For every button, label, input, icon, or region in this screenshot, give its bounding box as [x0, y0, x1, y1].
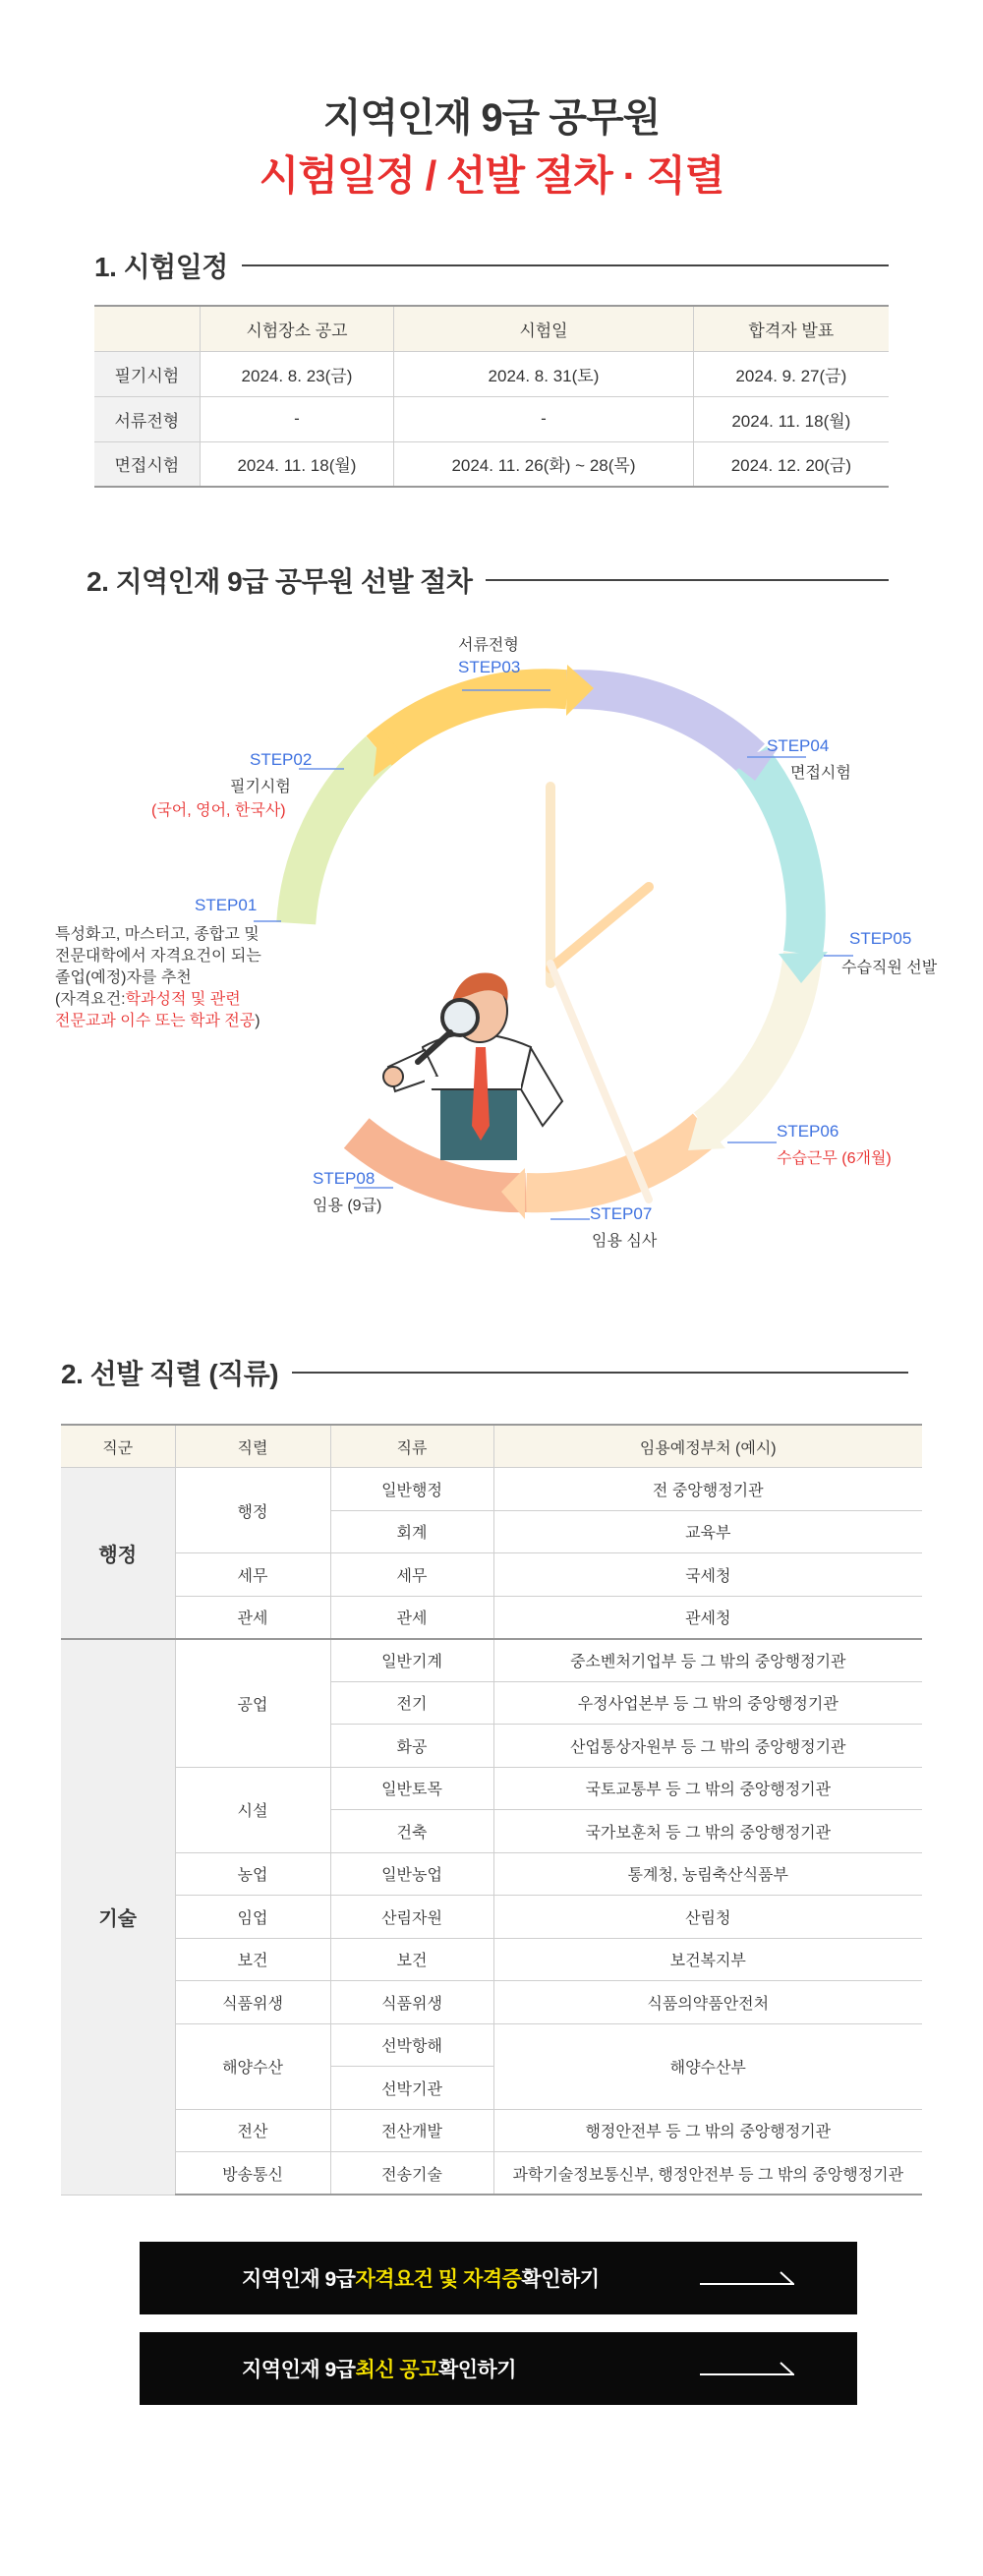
- businessman-illustration: [383, 973, 562, 1160]
- table-cell: 2024. 12. 20(금): [693, 441, 889, 487]
- ministry-cell: 우정사업본부 등 그 밖의 중앙행정기관: [493, 1681, 922, 1725]
- ministry-cell: 산림청: [493, 1896, 922, 1939]
- row-label: 필기시험: [94, 351, 200, 396]
- subseries-cell: 보건: [330, 1938, 493, 1981]
- header-cell: 직렬: [175, 1425, 330, 1468]
- header-cell: 직군: [61, 1425, 175, 1468]
- ministry-cell: 보건복지부: [493, 1938, 922, 1981]
- table-row: [61, 1852, 922, 1896]
- step01-label: STEP01: [195, 896, 258, 914]
- page-title: 지역인재 9급 공무원: [322, 96, 661, 140]
- step07-label: STEP07: [590, 1204, 653, 1223]
- table-header-row: [61, 1425, 922, 1468]
- subseries-cell: 관세: [330, 1596, 493, 1639]
- table-cell: 2024. 11. 18(월): [693, 396, 889, 441]
- series-cell: 세무: [175, 1553, 330, 1597]
- button-text-pre: 지역인재 9급: [242, 2268, 356, 2291]
- subseries-cell: 일반행정: [330, 1468, 493, 1511]
- step02-note: (국어, 영어, 한국사): [151, 802, 286, 819]
- heading-divider: [486, 579, 889, 581]
- ministry-cell: 국가보훈처 등 그 밖의 중앙행정기관: [493, 1810, 922, 1853]
- header-cell: 임용예정부처 (예시): [493, 1425, 922, 1468]
- subseries-cell: 세무: [330, 1553, 493, 1597]
- button-text-highlight: 자격요건 및 자격증: [355, 2268, 522, 2291]
- ministry-cell: 행정안전부 등 그 밖의 중앙행정기관: [493, 2109, 922, 2152]
- step01-requirement: [55, 989, 261, 1011]
- header-cell: 시험일: [394, 306, 693, 351]
- subseries-cell: 전송기술: [330, 2152, 493, 2195]
- latest-notice-button[interactable]: [140, 2332, 857, 2405]
- ministry-cell: 국토교통부 등 그 밖의 중앙행정기관: [493, 1767, 922, 1810]
- step05-label: STEP05: [849, 929, 912, 948]
- button-text-post: 확인하기: [521, 2268, 600, 2291]
- ministry-cell: 국세청: [493, 1553, 922, 1597]
- section-heading-text: 2. 선발 직렬 (직류): [61, 1359, 279, 1389]
- subseries-cell: 전기: [330, 1681, 493, 1725]
- step08-title: 임용 (9급): [313, 1198, 382, 1214]
- ministry-cell: 과학기술정보통신부, 행정안전부 등 그 밖의 중앙행정기관: [493, 2152, 922, 2195]
- req-prefix: (자격요건:: [55, 991, 126, 1008]
- ring-segment-step06: [706, 954, 803, 1128]
- table-cell: -: [200, 396, 394, 441]
- step01-line: 전문대학에서 자격요건이 되는: [55, 948, 261, 965]
- table-row: [61, 1981, 922, 2024]
- step01-line: 졸업(예정)자를 추천: [55, 969, 192, 986]
- section-heading-schedule: [94, 246, 889, 285]
- table-row: [61, 2152, 922, 2195]
- step01-description: [55, 924, 261, 1032]
- process-diagram: [0, 629, 983, 1278]
- ring-segment-step02: [296, 751, 378, 923]
- table-row: [61, 1468, 922, 1511]
- clock-hand-long: [550, 964, 649, 1200]
- section-heading-jobseries: [61, 1353, 908, 1392]
- table-cell: 2024. 8. 31(토): [394, 351, 693, 396]
- subseries-cell: 건축: [330, 1810, 493, 1853]
- table-row: [94, 441, 889, 487]
- header-cell: 시험장소 공고: [200, 306, 394, 351]
- jobseries-table: [61, 1424, 922, 2195]
- subseries-cell: 화공: [330, 1725, 493, 1768]
- section-heading-text: 1. 시험일정: [94, 252, 228, 282]
- arrow-right-icon: [700, 2362, 794, 2375]
- series-cell: 해양수산: [175, 2023, 330, 2109]
- table-row: [61, 2109, 922, 2152]
- table-row: [61, 2023, 922, 2067]
- series-cell: 시설: [175, 1767, 330, 1852]
- series-cell: 식품위생: [175, 1981, 330, 2024]
- heading-divider: [242, 264, 889, 266]
- series-cell: 임업: [175, 1896, 330, 1939]
- table-cell: 2024. 11. 26(화) ~ 28(목): [394, 441, 693, 487]
- ring-segment-step03: [379, 688, 568, 750]
- req-suffix: ): [255, 1013, 260, 1029]
- req-highlight: 학과성적 및 관련: [125, 991, 241, 1008]
- series-cell: 농업: [175, 1852, 330, 1896]
- step03-label: STEP03: [458, 658, 521, 676]
- table-cell: 2024. 8. 23(금): [200, 351, 394, 396]
- ring-segment-step07: [526, 1128, 706, 1193]
- subseries-cell: 전산개발: [330, 2109, 493, 2152]
- header-cell: 합격자 발표: [693, 306, 889, 351]
- series-cell: 공업: [175, 1639, 330, 1768]
- series-cell: 행정: [175, 1468, 330, 1553]
- subseries-cell: 식품위생: [330, 1981, 493, 2024]
- series-cell: 관세: [175, 1596, 330, 1639]
- ministry-cell: 해양수산부: [493, 2023, 922, 2109]
- table-row: [94, 396, 889, 441]
- step06-label: STEP06: [777, 1122, 839, 1141]
- schedule-table: [94, 305, 889, 488]
- req-highlight: 전문교과 이수 또는 학과 전공: [55, 1013, 256, 1029]
- step01-line: 특성화고, 마스터고, 종합고 및: [55, 926, 260, 943]
- ministry-cell: 교육부: [493, 1510, 922, 1553]
- table-row: [61, 1938, 922, 1981]
- ministry-cell: 식품의약품안전처: [493, 1981, 922, 2024]
- section-heading-process: [87, 560, 889, 600]
- series-cell: 방송통신: [175, 2152, 330, 2195]
- table-row: [61, 1639, 922, 1682]
- step04-label: STEP04: [767, 736, 830, 755]
- row-label: 면접시험: [94, 441, 200, 487]
- table-row: [61, 1596, 922, 1639]
- row-label: 서류전형: [94, 396, 200, 441]
- group-cell-tech: 기술: [61, 1639, 175, 2195]
- subseries-cell: 선박항해: [330, 2023, 493, 2067]
- step03-title: 서류전형: [458, 637, 519, 654]
- ministry-cell: 산업통상자원부 등 그 밖의 중앙행정기관: [493, 1725, 922, 1768]
- qualification-check-button[interactable]: [140, 2242, 857, 2314]
- subseries-cell: 회계: [330, 1510, 493, 1553]
- step05-title: 수습직원 선발: [841, 960, 938, 976]
- header-cell: [94, 306, 200, 351]
- ministry-cell: 전 중앙행정기관: [493, 1468, 922, 1511]
- subseries-cell: 일반기계: [330, 1639, 493, 1682]
- step02-label: STEP02: [250, 750, 313, 769]
- table-row: [94, 351, 889, 396]
- subseries-cell: 산림자원: [330, 1896, 493, 1939]
- ministry-cell: 관세청: [493, 1596, 922, 1639]
- button-text-post: 확인하기: [437, 2359, 517, 2381]
- ring-segment-step04: [567, 689, 751, 758]
- table-row: [61, 1553, 922, 1597]
- arrow-right-icon: [700, 2271, 794, 2285]
- table-row: [61, 1767, 922, 1810]
- table-header-row: [94, 306, 889, 351]
- button-text-pre: 지역인재 9급: [242, 2359, 356, 2381]
- table-cell: 2024. 11. 18(월): [200, 441, 394, 487]
- step01-requirement-2: [55, 1011, 261, 1032]
- subseries-cell: 일반토목: [330, 1767, 493, 1810]
- step08-label: STEP08: [313, 1169, 376, 1188]
- series-cell: 보건: [175, 1938, 330, 1981]
- button-text-highlight: 최신 공고: [355, 2359, 438, 2381]
- step07-title: 임용 심사: [592, 1233, 658, 1250]
- ministry-cell: 중소벤처기업부 등 그 밖의 중앙행정기관: [493, 1639, 922, 1682]
- series-cell: 전산: [175, 2109, 330, 2152]
- table-cell: -: [394, 396, 693, 441]
- subseries-cell: 일반농업: [330, 1852, 493, 1896]
- page-subtitle: 시험일정 / 선발 절차 · 직렬: [259, 152, 724, 199]
- step06-title: 수습근무 (6개월): [777, 1150, 892, 1167]
- heading-divider: [292, 1372, 908, 1374]
- step02-title: 필기시험: [230, 779, 291, 795]
- table-row: [61, 1896, 922, 1939]
- section-heading-text: 2. 지역인재 9급 공무원 선발 절차: [87, 566, 473, 597]
- clock-hand-minute: [550, 887, 649, 968]
- step04-title: 면접시험: [790, 765, 851, 782]
- header-cell: 직류: [330, 1425, 493, 1468]
- group-cell-admin: 행정: [61, 1468, 175, 1639]
- ring-segment-step05: [751, 758, 805, 954]
- ministry-cell: 통계청, 농림축산식품부: [493, 1852, 922, 1896]
- subseries-cell: 선박기관: [330, 2067, 493, 2110]
- table-cell: 2024. 9. 27(금): [693, 351, 889, 396]
